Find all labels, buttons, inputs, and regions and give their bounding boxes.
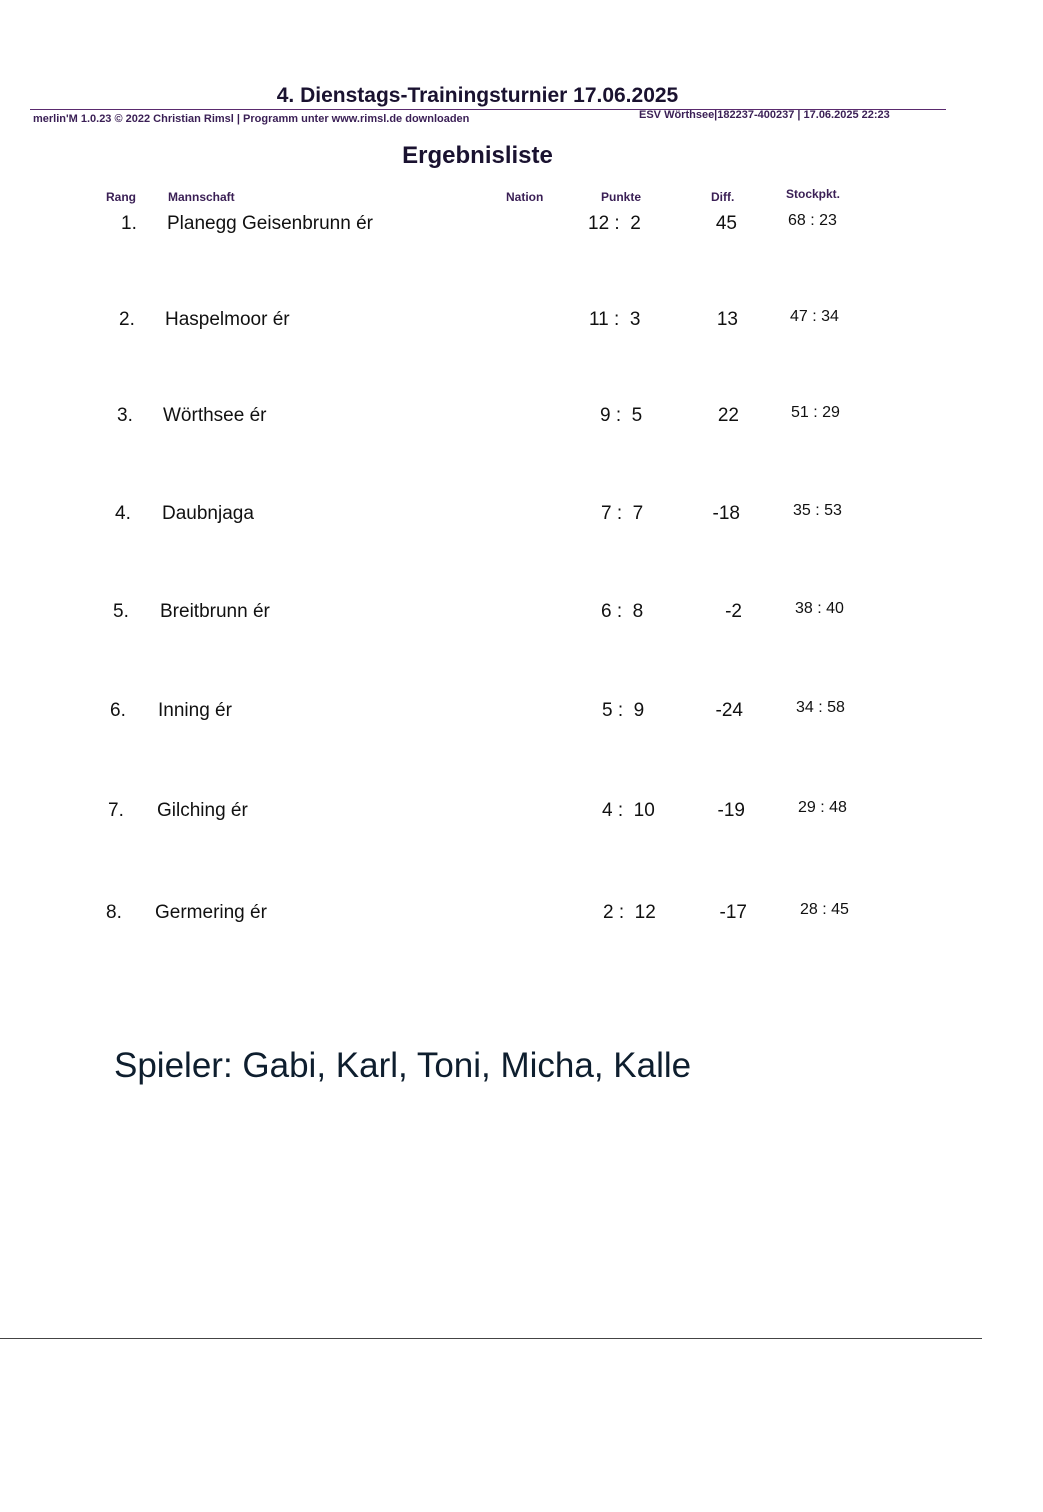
column-header-stockpkt: Stockpkt.: [786, 187, 841, 201]
points-cell: 11 : 3: [589, 309, 641, 330]
document-title: 4. Dienstags-Trainingsturnier 17.06.2025: [276, 84, 679, 107]
stockpkt-cell: 35 : 53: [793, 502, 842, 519]
points-cell: 12 : 2: [588, 213, 641, 234]
column-header-diff: Diff.: [711, 190, 735, 204]
team-cell: Gilching ér: [157, 800, 248, 821]
table-row: [0, 902, 1043, 932]
results-heading: Ergebnisliste: [402, 142, 553, 169]
table-row: [0, 213, 1043, 243]
points-cell: 6 : 8: [601, 601, 644, 622]
diff-cell: -24: [715, 700, 743, 721]
team-cell: Wörthsee ér: [163, 405, 267, 426]
team-cell: Breitbrunn ér: [160, 601, 270, 622]
rank-cell: 7.: [108, 800, 124, 821]
table-row: [0, 503, 1043, 533]
table-row: [0, 601, 1043, 631]
table-row: [0, 700, 1043, 730]
stockpkt-cell: 34 : 58: [796, 699, 845, 716]
rank-cell: 6.: [110, 700, 126, 721]
table-row: [0, 309, 1043, 339]
rank-cell: 2.: [119, 309, 135, 330]
stockpkt-cell: 38 : 40: [795, 600, 844, 617]
column-header-punkte: Punkte: [601, 190, 642, 204]
team-cell: Planegg Geisenbrunn ér: [167, 213, 373, 234]
stockpkt-cell: 28 : 45: [800, 901, 849, 918]
rank-cell: 8.: [106, 902, 122, 923]
points-cell: 2 : 12: [603, 902, 656, 923]
table-row: [0, 405, 1043, 435]
diff-cell: 45: [715, 213, 737, 234]
column-header-nation: Nation: [506, 190, 544, 204]
stockpkt-cell: 47 : 34: [790, 308, 839, 325]
team-cell: Germering ér: [155, 902, 267, 923]
diff-cell: 13: [716, 309, 738, 330]
stockpkt-cell: 68 : 23: [788, 212, 837, 229]
team-cell: Daubnjaga: [162, 503, 254, 524]
team-cell: Inning ér: [158, 700, 232, 721]
rank-cell: 4.: [115, 503, 131, 524]
diff-cell: -18: [712, 503, 740, 524]
players-line: Spieler: Gabi, Karl, Toni, Micha, Kalle: [114, 1046, 692, 1085]
points-cell: 5 : 9: [602, 700, 645, 721]
stockpkt-cell: 51 : 29: [791, 404, 840, 421]
team-cell: Haspelmoor ér: [165, 309, 290, 330]
rank-cell: 3.: [117, 405, 133, 426]
diff-cell: -2: [725, 601, 742, 622]
rank-cell: 5.: [113, 601, 129, 622]
diff-cell: 22: [717, 405, 739, 426]
diff-cell: -17: [719, 902, 747, 923]
software-credit: merlin'M 1.0.23 © 2022 Christian Rimsl | Programm unter www.rimsl.de downloaden: [33, 113, 470, 125]
diff-cell: -19: [717, 800, 745, 821]
club-timestamp: ESV Wörthsee|182237-400237 | 17.06.2025 22:23: [639, 109, 890, 121]
column-header-rang: Rang: [106, 190, 136, 204]
points-cell: 4 : 10: [602, 800, 655, 821]
column-header-mannschaft: Mannschaft: [168, 190, 235, 204]
rank-cell: 1.: [121, 213, 137, 234]
points-cell: 9 : 5: [600, 405, 643, 426]
stockpkt-cell: 29 : 48: [798, 799, 847, 816]
footer-rule: [0, 1338, 982, 1339]
table-row: [0, 800, 1043, 830]
points-cell: 7 : 7: [601, 503, 644, 524]
